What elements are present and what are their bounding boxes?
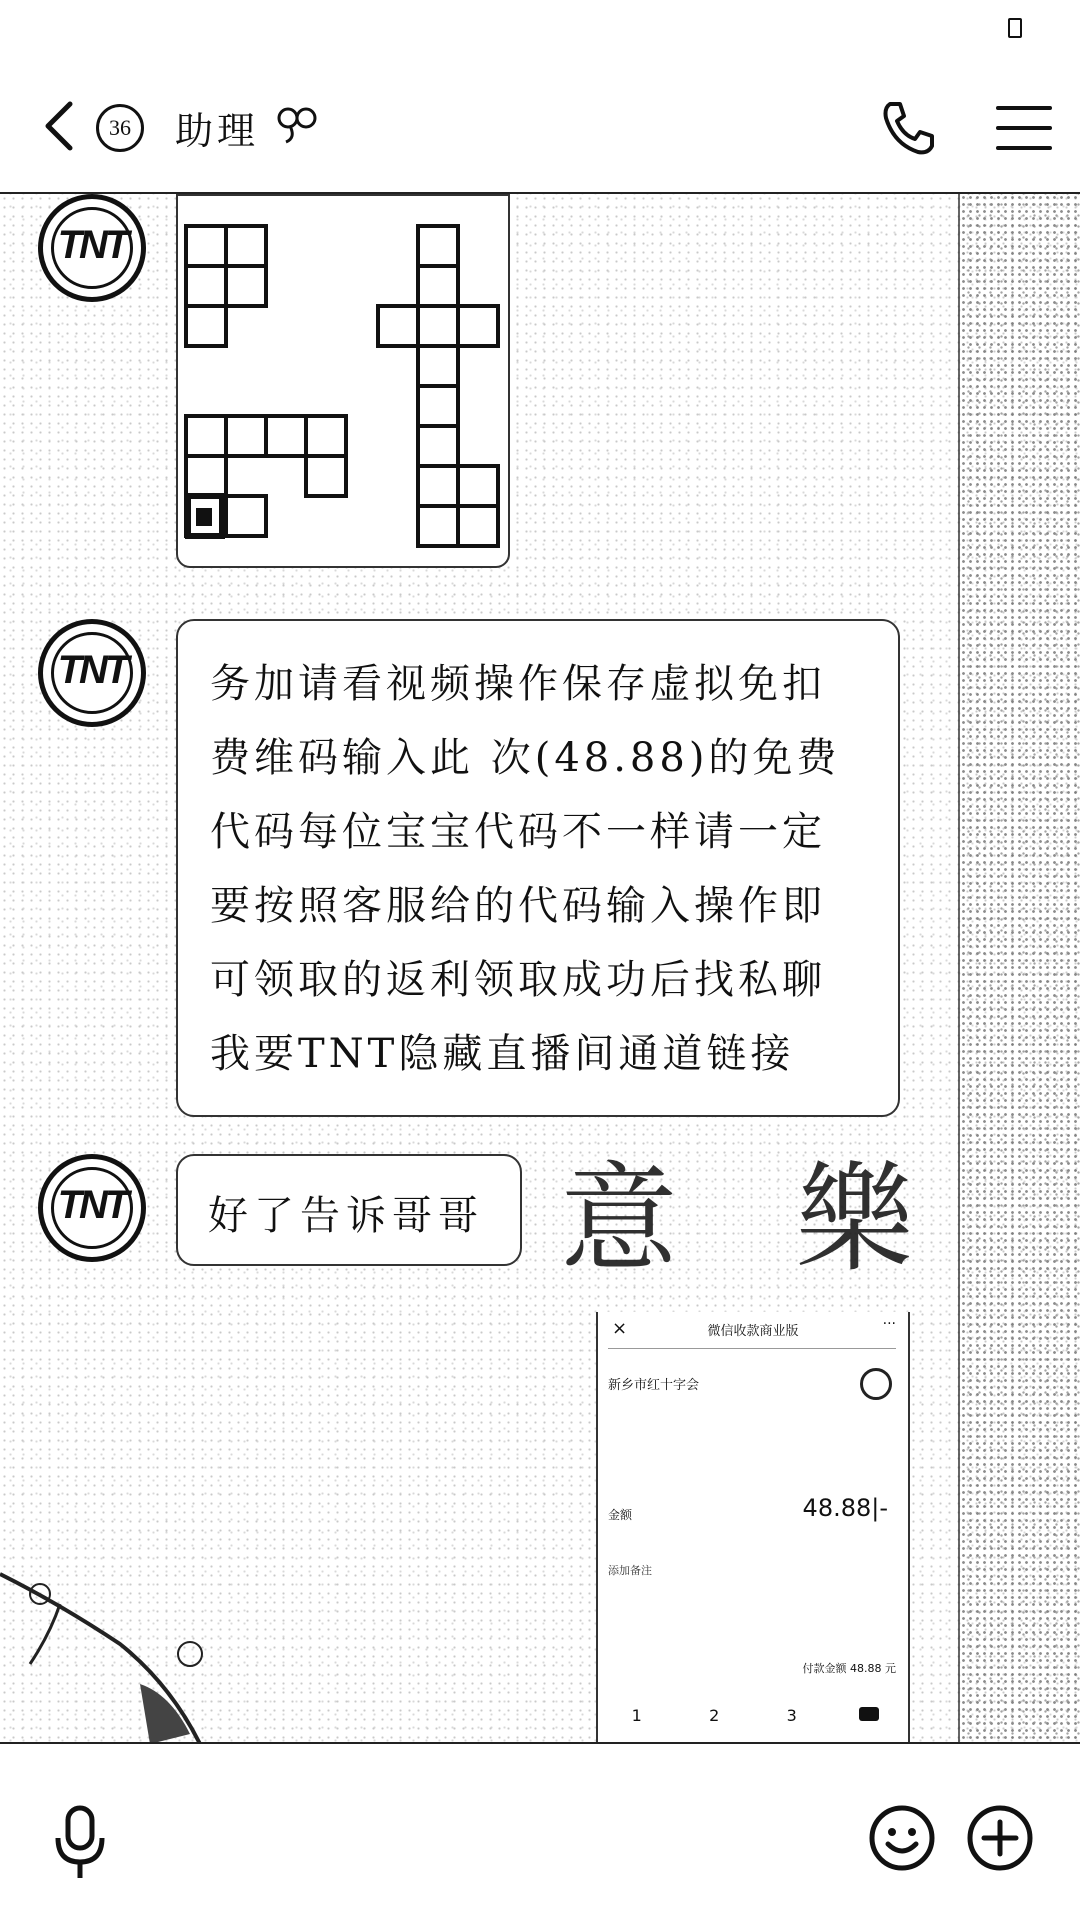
keypad-key: 2: [709, 1706, 720, 1725]
keypad-key: 1: [631, 1706, 642, 1725]
microphone-icon: [50, 1804, 110, 1884]
menu-icon-line: [996, 146, 1052, 150]
status-bar: [0, 0, 1080, 60]
call-button[interactable]: [876, 96, 940, 160]
mute-icon: [276, 104, 320, 144]
menu-icon: [996, 106, 1052, 110]
background-calligraphy: 意 樂: [560, 1150, 954, 1288]
amount-value: 48.88|-: [802, 1494, 888, 1522]
more-actions-button[interactable]: [966, 1804, 1034, 1872]
plus-icon: [966, 1804, 1034, 1872]
keypad-delete: [831, 1706, 909, 1725]
more-icon: ···: [882, 1316, 896, 1332]
divider: [608, 1348, 896, 1349]
plum-branch-decoration: [0, 1534, 260, 1742]
chevron-left-icon: [40, 98, 80, 154]
voice-input-button[interactable]: [50, 1804, 110, 1884]
chat-title: 助理: [175, 109, 260, 153]
image-message[interactable]: [176, 194, 510, 568]
sender-avatar[interactable]: [38, 194, 146, 302]
payment-title: 微信收款商业版: [707, 1324, 799, 1339]
sender-avatar[interactable]: [38, 1154, 146, 1262]
sender-avatar[interactable]: [38, 619, 146, 727]
close-icon: ×: [612, 1318, 628, 1339]
merchant-name: 新乡市红十字会: [608, 1378, 700, 1393]
keypad: [598, 1706, 908, 1725]
note-label: 添加备注: [608, 1564, 652, 1577]
avatar-logo-text: TNT: [57, 1183, 127, 1227]
keypad-key: 3: [786, 1706, 797, 1725]
avatar-logo-text: TNT: [57, 648, 127, 692]
emoji-button[interactable]: [868, 1804, 936, 1872]
avatar-logo-text: TNT: [57, 223, 127, 267]
background-decoration: [958, 194, 1080, 1742]
emoji-icon: [868, 1804, 936, 1872]
menu-icon-line: [996, 126, 1052, 130]
back-button[interactable]: [40, 98, 150, 154]
input-bar: [0, 1742, 1080, 1922]
amount-label: 金额: [608, 1508, 633, 1522]
text-message-bubble[interactable]: 好了告诉哥哥: [176, 1154, 522, 1266]
unread-badge: 36: [96, 104, 144, 152]
merchant-avatar-icon: [860, 1368, 892, 1400]
chat-header: [0, 60, 1080, 194]
chat-area[interactable]: [0, 194, 1080, 1742]
phone-icon: [876, 96, 940, 160]
backspace-icon: [859, 1707, 879, 1721]
battery-icon: [1008, 18, 1022, 38]
payment-screenshot[interactable]: [596, 1312, 910, 1742]
menu-button[interactable]: [996, 98, 1052, 154]
payment-total: 付款金额 48.88 元: [802, 1662, 896, 1675]
qr-code-image: [178, 196, 508, 566]
text-message-bubble[interactable]: 务加请看视频操作保存虚拟免扣费维码输入此 次(48.88)的免费代码每位宝宝代码不一样请一定要按照客服给的代码输入操作即可领取的返利领取成功后找私聊我要TNT隐藏直播间通道链接: [176, 619, 900, 1117]
